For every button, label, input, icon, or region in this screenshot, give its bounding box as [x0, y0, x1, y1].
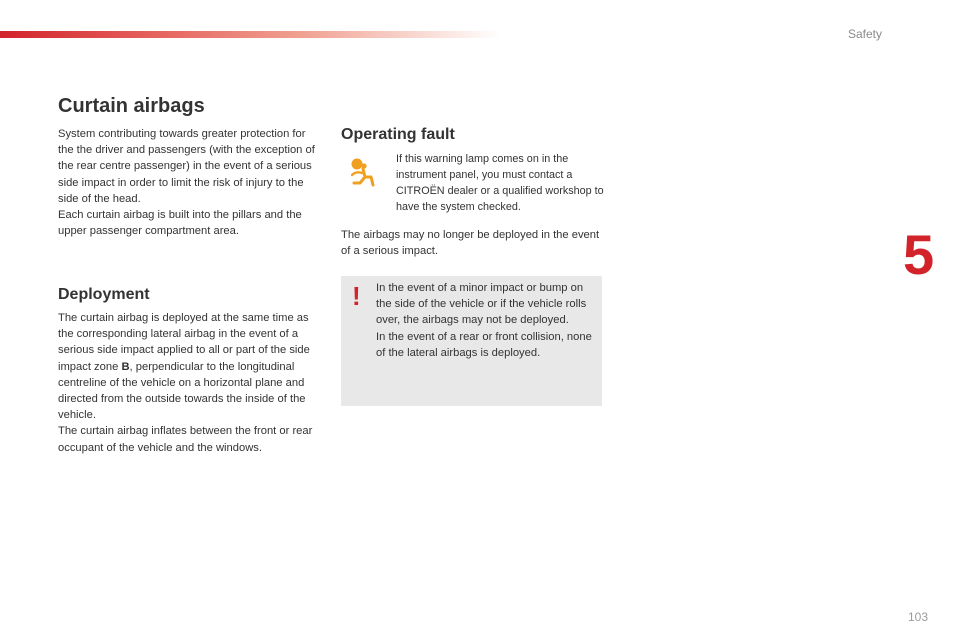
warning-paragraph: In the event of a rear or front collision, none of the lateral airbags is deployed. — [376, 330, 592, 359]
page-number: 103 — [908, 610, 929, 624]
deployment-paragraph: The curtain airbag inflates between the front or rear occupant of the vehicle and the windows. — [58, 425, 313, 454]
intro-paragraph: Each curtain airbag is built into the pillars and the upper passenger compartment area. — [58, 209, 302, 238]
intro-paragraph: System contributing towards greater protection for the the driver and passengers (with the exception of the rear centre passenger) in the event of a serious side impact in order to limit the risk of injury to the side of the head. — [58, 128, 315, 205]
warning-paragraph: In the event of a minor impact or bump on the side of the vehicle or if the vehicle rolls over, the airbags may not be deployed. — [376, 282, 587, 327]
chapter-number: 5 — [903, 223, 935, 286]
deployment-text — [58, 310, 320, 456]
exclamation-icon: ! — [352, 281, 361, 311]
deployment-heading: Deployment — [58, 286, 150, 303]
operating-fault-heading: Operating fault — [341, 126, 455, 143]
page-title: Curtain airbags — [58, 95, 205, 117]
header-accent-bar — [0, 31, 500, 38]
airbag-warning-lamp-icon — [348, 157, 380, 189]
operating-fault-note: The airbags may no longer be deployed in the event of a serious impact. — [341, 229, 600, 258]
intro-text — [58, 126, 320, 239]
warning-lamp-text: If this warning lamp comes on in the instrument panel, you must contact a CITROËN dealer or a qualified workshop to have the system checked. — [396, 153, 604, 213]
deployment-paragraph: The curtain airbag is deployed at the same time as the corresponding lateral airbag in the event of a serious side impact applied to all or part of the side impact zone B, perpendicular to the longitudinal centreline of the vehicle on a horizontal plane and directed from the outside towards the inside of the vehicle. — [58, 312, 310, 422]
section-label: Safety — [848, 27, 883, 41]
warning-box-text — [376, 280, 594, 361]
